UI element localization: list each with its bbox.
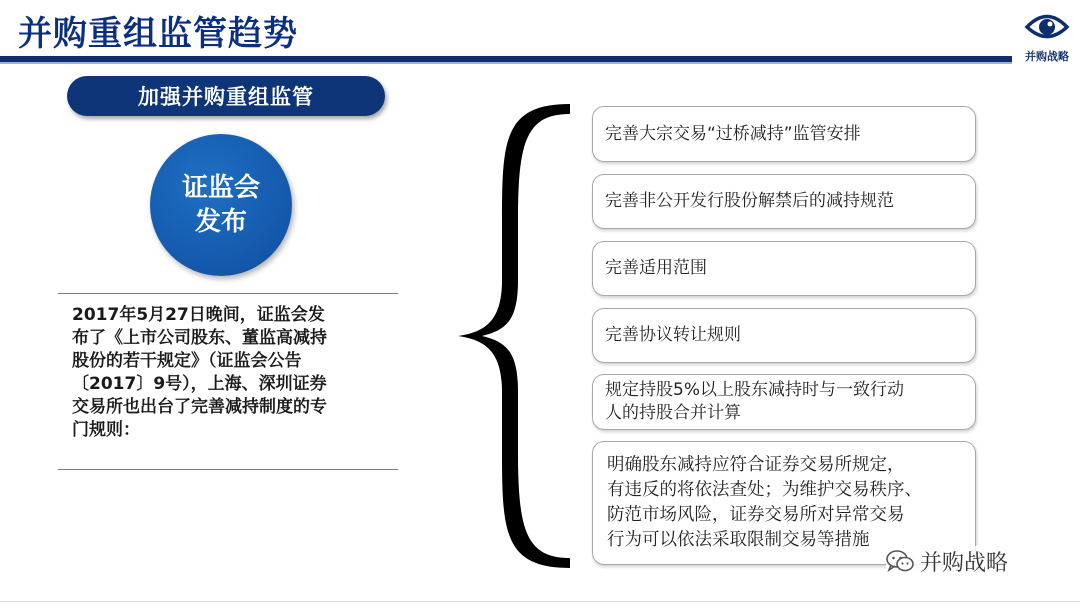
curly-brace: [452, 100, 572, 572]
measure-item-text: 防范市场风险，证券交易所对异常交易: [607, 505, 905, 525]
measure-item-text: 人的持股合并计算: [605, 403, 741, 423]
bottom-border: [0, 601, 1080, 602]
description-line: 门规则：: [72, 420, 140, 440]
brand-logo: [1018, 8, 1076, 64]
description-bottom-divider: [58, 469, 398, 470]
measure-item: [592, 106, 976, 162]
watermark-text: 并购战略: [920, 550, 1009, 576]
measure-item-text: 有违反的将依法查处；为维护交易秩序、: [607, 480, 922, 500]
description-line: 〔2017〕9号），上海、深圳证券: [72, 374, 327, 394]
section-pill: 加强并购重组监管: [67, 76, 385, 116]
description-line: 布了《上市公司股东、董监高减持: [72, 328, 327, 348]
measure-item-text: 完善非公开发行股份解禁后的减持规范: [605, 191, 894, 211]
measure-item-text: 规定持股5%以上股东减持时与一致行动: [605, 380, 904, 400]
measure-item: [592, 174, 976, 229]
description-line: 交易所也出台了完善减持制度的专: [72, 397, 327, 417]
measure-item: [592, 241, 976, 296]
description-line: 股份的若干规定》（证监会公告: [72, 351, 302, 371]
measure-item-text: 明确股东减持应符合证券交易所规定，: [607, 455, 905, 475]
issuer-line-1: 证监会: [181, 173, 260, 203]
title-underline-light: [0, 62, 1012, 64]
watermark: [886, 546, 1008, 576]
measure-item-text: 行为可以依法采取限制交易等措施: [607, 530, 870, 550]
measure-item: [592, 374, 976, 430]
description-top-divider: [58, 293, 398, 294]
page-title: 并购重组监管趋势: [18, 14, 298, 54]
eye-logo-icon: [1024, 8, 1070, 46]
issuer-line-2: 发布: [194, 207, 247, 237]
description-text: [72, 304, 390, 442]
logo-text: 并购战略: [1025, 50, 1069, 63]
measure-item: [592, 308, 976, 363]
measure-item-text: 完善适用范围: [605, 258, 707, 278]
measure-item-text: 完善大宗交易“过桥减持”监管安排: [605, 123, 861, 144]
issuer-circle: [150, 134, 292, 276]
description-line: 2017年5月27日晚间，证监会发: [72, 305, 325, 325]
wechat-icon: [886, 549, 914, 573]
measure-item-text: 完善协议转让规则: [605, 325, 741, 345]
